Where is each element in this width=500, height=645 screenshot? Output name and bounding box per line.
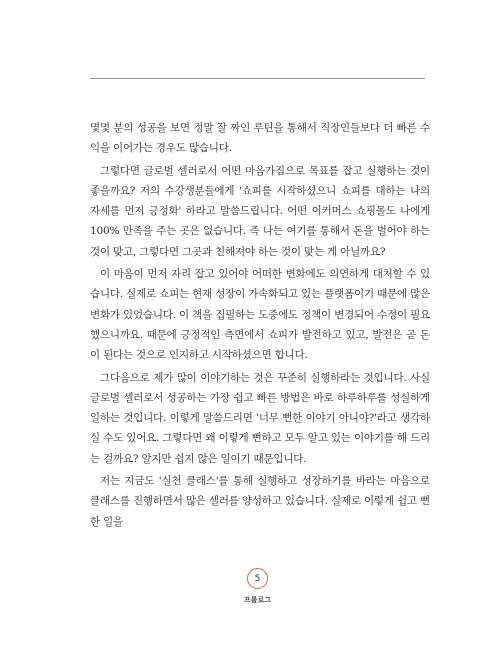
paragraph: 그렇다면 글로벌 셀러로서 어떤 마음가짐으로 목표를 잡고 실행하는 것이 좋을까요? 저의 수강생분들에게 '쇼피를 시작하셨으니 쇼피를 대하는 나의 자세를 먼저 긍정화' 하라고 말씀드립니다. 어떤 이커머스 쇼핑몰도 나에게 100% 만족을 주는 곳은 없습니다. 즉 나는 여기를 통해서 돈을 벌어야 하는 것이 맞고, 그렇다면 그곳과 친해져야 하는 것이 맞는 게 아닐까요?	[90, 164, 430, 258]
page-number-text: 5	[254, 573, 261, 584]
body-text	[90, 118, 430, 534]
paragraph: 몇몇 분의 성공을 보면 정말 잘 짜인 루틴을 통해서 직장인들보다 더 빠른 수익을 이어가는 경우도 많습니다.	[90, 122, 430, 155]
section-label: 프롤로그	[243, 596, 272, 604]
header-rule	[90, 78, 425, 79]
paragraph: 그다음으로 제가 많이 이야기하는 것은 꾸준히 실행하라는 것입니다. 사실 글로벌 셀러로서 성공하는 가장 쉽고 빠른 방법은 바로 하루하루를 성실하게 일하는 것입니다. 이렇게 말씀드리면 '너무 뻔한 이야기 아니야?'라고 생각하실 수도 있어요. 그렇다면 왜 이렇게 뻔하고 모두 알고 있는 이야기를 해 드리는 걸까요? 알지만 쉽지 않은 일이기 때문입니다.	[90, 371, 430, 465]
page-number	[247, 568, 268, 589]
paragraph: 저는 지금도 '실천 클래스'를 통해 실행하고 성장하기를 바라는 마음으로 클래스를 진행하면서 많은 셀러를 양성하고 있습니다. 실제로 이렇게 쉽고 뻔한 일을	[90, 475, 430, 528]
paragraph: 이 마음이 먼저 자리 잡고 있어야 어떠한 변화에도 의연하게 대처할 수 있습니다. 실제로 쇼피는 현재 성장이 가속화되고 있는 플랫폼이기 때문에 많은 변화가 있었습니다. 이 책을 집필하는 도중에도 정책이 변경되어 수정이 필요했으니까요. 때문에 긍정적인 측면에서 쇼피가 발전하고 있고, 발전은 곧 돈이 된다는 것으로 인지하고 시작하셨으면 합니다.	[90, 268, 430, 362]
